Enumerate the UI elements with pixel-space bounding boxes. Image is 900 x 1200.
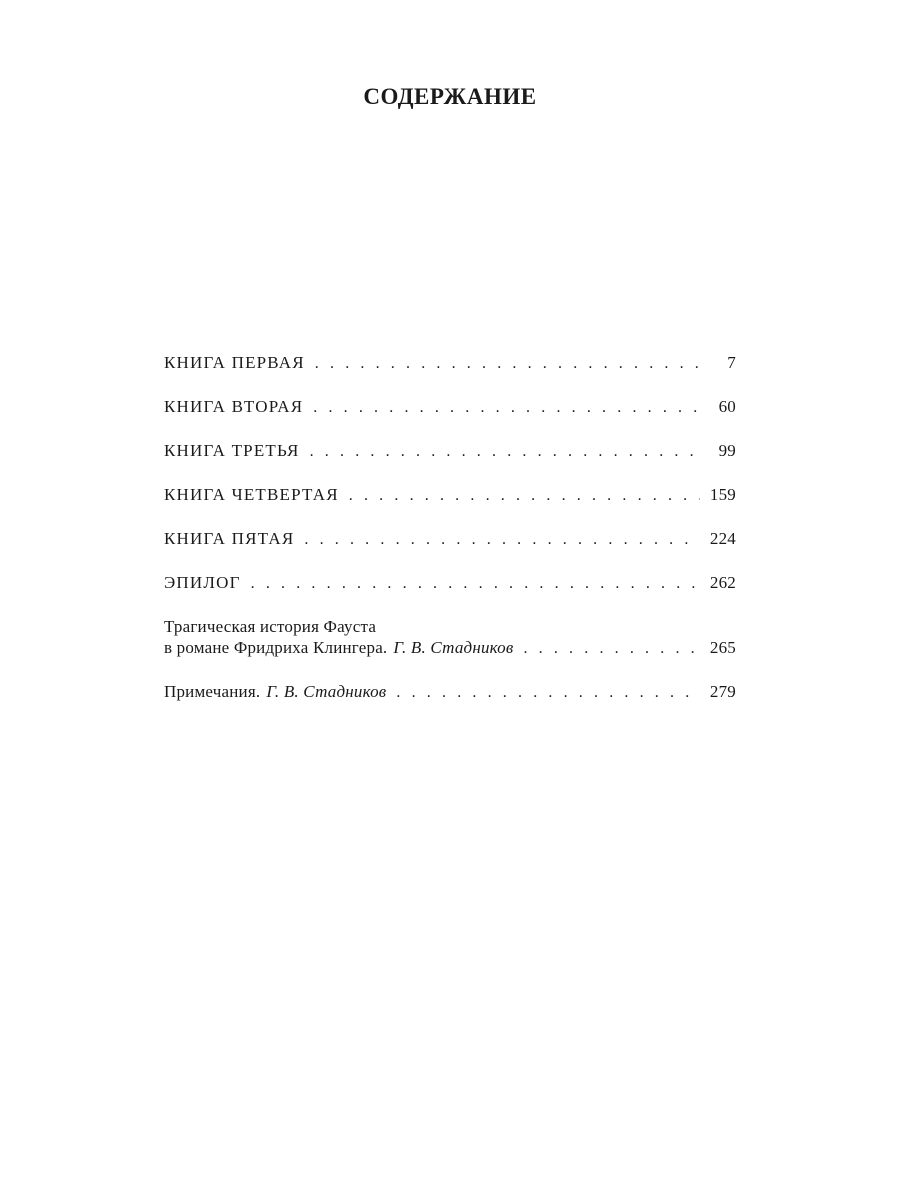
toc-page-number: 60 <box>718 397 736 416</box>
toc-page-number: 262 <box>709 573 736 592</box>
toc-entry-book-5 <box>164 528 736 550</box>
toc-entry-epilogue <box>164 572 736 594</box>
toc-page-number: 279 <box>709 682 736 701</box>
toc-page-number: 159 <box>709 485 736 504</box>
toc-entry-title: КНИГА ЧЕТВЕРТАЯ <box>164 485 339 504</box>
toc-page-number: 99 <box>718 441 736 460</box>
toc-entry-notes <box>164 681 736 703</box>
toc-entry-book-3 <box>164 440 736 462</box>
table-of-contents <box>164 352 736 725</box>
dot-leader <box>523 638 700 659</box>
toc-entry-book-2 <box>164 396 736 418</box>
page-title: СОДЕРЖАНИЕ <box>363 84 537 109</box>
toc-page-number: 224 <box>709 529 736 548</box>
toc-entry-author: Г. В. Стадников <box>393 638 514 657</box>
toc-entry-title: КНИГА ПЯТАЯ <box>164 529 295 548</box>
dot-leader <box>396 682 700 703</box>
toc-page-number: 7 <box>727 353 736 372</box>
toc-entry-book-1 <box>164 352 736 374</box>
dot-leader <box>313 397 700 418</box>
dot-leader <box>349 485 700 506</box>
toc-entry-book-4 <box>164 484 736 506</box>
toc-entry-title-line2: в романе Фридриха Клингера. <box>164 638 388 657</box>
dot-leader <box>315 353 700 374</box>
dot-leader <box>251 573 700 594</box>
toc-entry-title: КНИГА ВТОРАЯ <box>164 397 304 416</box>
toc-entry-title: Примечания. <box>164 682 261 701</box>
toc-entry-title: ЭПИЛОГ <box>164 573 241 592</box>
dot-leader <box>304 529 700 550</box>
toc-entry-essay <box>164 616 736 659</box>
toc-entry-title-line1: Трагическая история Фауста <box>164 617 377 636</box>
dot-leader <box>310 441 700 462</box>
toc-entry-title: КНИГА ПЕРВАЯ <box>164 353 305 372</box>
toc-entry-author: Г. В. Стадников <box>266 682 387 701</box>
toc-page-number: 265 <box>709 638 736 657</box>
toc-entry-title: КНИГА ТРЕТЬЯ <box>164 441 300 460</box>
